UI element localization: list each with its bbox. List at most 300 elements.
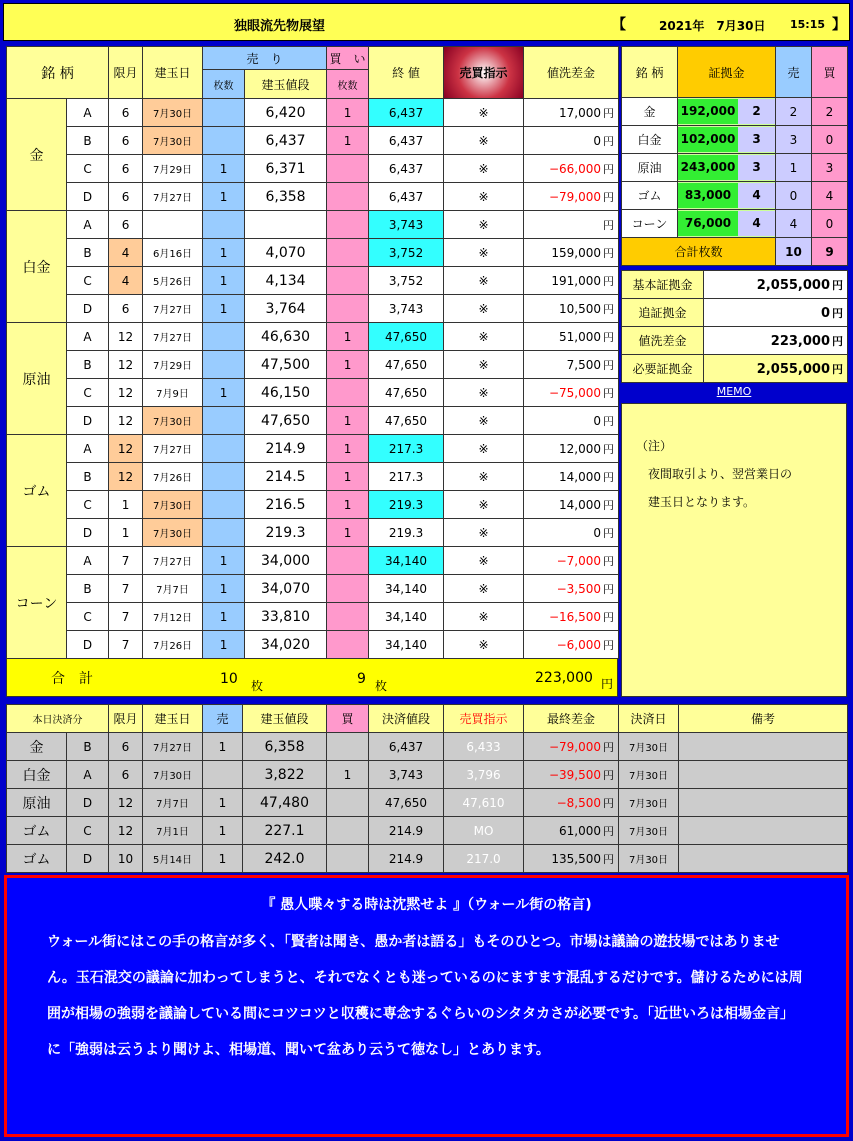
settle-buy: [327, 845, 369, 873]
settle-tategyokubi: 7月1日: [143, 817, 203, 845]
margin-total-row: [622, 238, 848, 266]
kubun-cell: C: [67, 603, 109, 631]
neara-sakin-cell: [524, 183, 619, 211]
margin-name: 白金: [622, 126, 678, 154]
margin-lots: 4: [738, 183, 775, 208]
kubun-cell: D: [67, 183, 109, 211]
neara-sakin-cell: [524, 631, 619, 659]
summary-value: [704, 271, 848, 299]
settle-tategyokubi: 5月14日: [143, 845, 203, 873]
signal-cell: ※: [444, 491, 524, 519]
total-diff: 223,000: [535, 670, 593, 686]
settle-tategyoku-nedan: 242.0: [243, 845, 327, 873]
settle-gengetsu: 10: [109, 845, 143, 873]
settle-row: [7, 733, 848, 761]
neara-sakin-cell: [524, 379, 619, 407]
neara-sakin-cell-yen: 円: [603, 106, 615, 120]
owarine-cell: 219.3: [369, 491, 444, 519]
neara-sakin-cell-value: 14,000: [559, 469, 602, 484]
tategyokubi-cell: 6月16日: [143, 239, 203, 267]
signal-cell: ※: [444, 519, 524, 547]
signal-cell: ※: [444, 575, 524, 603]
settle-kessaibi: 7月30日: [619, 845, 679, 873]
table-row: [7, 323, 619, 351]
header-meigara: 銘 柄: [7, 47, 109, 99]
owarine-cell: 47,650: [369, 351, 444, 379]
margin-sell: 2: [776, 98, 812, 126]
signal-cell: ※: [444, 99, 524, 127]
summary-value-value: 223,000: [770, 333, 830, 349]
tategyokubi-cell: 7月29日: [143, 351, 203, 379]
settle-kubun: D: [67, 789, 109, 817]
tategyokubi-cell: 7月27日: [143, 435, 203, 463]
gengetsu-cell: 1: [109, 519, 143, 547]
sell-qty-cell: [203, 351, 245, 379]
margin-header-uri: 売: [776, 47, 812, 98]
neara-sakin-cell: [524, 547, 619, 575]
neara-sakin-cell-value: 0: [593, 133, 602, 148]
table-row: [7, 547, 619, 575]
tategyokubi-cell: 7月30日: [143, 491, 203, 519]
tategyokubi-cell: 7月27日: [143, 323, 203, 351]
owarine-cell: 3,752: [369, 267, 444, 295]
gengetsu-cell: 6: [109, 211, 143, 239]
header-date: 2021年 7月30日: [659, 19, 766, 33]
settle-biko: [679, 789, 848, 817]
settle-header-saishu-sakin: 最終差金: [524, 705, 619, 733]
header-neara-sakin: 値洗差金: [524, 47, 619, 99]
table-row: [7, 127, 619, 155]
settle-saishu-sakin-value: 135,500: [551, 851, 601, 866]
header-owarine: 終 値: [369, 47, 444, 99]
settle-name: ゴム: [7, 845, 67, 873]
neara-sakin-cell: [524, 435, 619, 463]
settle-biko: [679, 761, 848, 789]
settle-saishu-sakin-value: −8,500: [556, 795, 601, 810]
neara-sakin-cell: [524, 491, 619, 519]
settle-saishu-sakin-yen: 円: [603, 796, 614, 810]
neara-sakin-cell-yen: 円: [603, 582, 615, 596]
signal-cell: ※: [444, 183, 524, 211]
header-time: 15:15: [790, 18, 826, 31]
kubun-cell: C: [67, 267, 109, 295]
tategyoku-nedan-cell: 34,070: [245, 575, 327, 603]
gengetsu-cell: 1: [109, 491, 143, 519]
table-row: [7, 211, 619, 239]
margin-amount-wrap: [678, 210, 776, 238]
group-name: 白金: [7, 211, 67, 323]
margin-sell: 1: [776, 154, 812, 182]
sell-qty-cell: 1: [203, 631, 245, 659]
settle-kessai-nedan: 47,650: [369, 789, 444, 817]
summary-label: 必要証拠金: [622, 355, 704, 383]
buy-qty-cell: 1: [327, 99, 369, 127]
settle-header-baibai-shiji: 売買指示: [444, 705, 524, 733]
settle-buy: 1: [327, 761, 369, 789]
summary-value-yen: 円: [832, 362, 843, 376]
tategyokubi-cell: 7月30日: [143, 407, 203, 435]
tategyoku-nedan-cell: 4,070: [245, 239, 327, 267]
table-row: [7, 379, 619, 407]
settle-biko: [679, 733, 848, 761]
tategyokubi-cell: 7月27日: [143, 547, 203, 575]
signal-cell: ※: [444, 603, 524, 631]
settle-sell: [203, 761, 243, 789]
buy-qty-cell: [327, 211, 369, 239]
gengetsu-cell: 6: [109, 295, 143, 323]
buy-qty-cell: [327, 239, 369, 267]
settle-saishu-sakin-value: −39,500: [548, 767, 601, 782]
kubun-cell: A: [67, 323, 109, 351]
owarine-cell: 47,650: [369, 323, 444, 351]
gengetsu-cell: 12: [109, 323, 143, 351]
header-kai: 買 い: [327, 47, 369, 70]
neara-sakin-cell: [524, 575, 619, 603]
signal-cell: ※: [444, 407, 524, 435]
page-title: 独眼流先物展望: [234, 19, 326, 34]
margin-total-sell: 10: [776, 238, 812, 266]
tategyoku-nedan-cell: 3,764: [245, 295, 327, 323]
margin-lots: 4: [738, 211, 775, 236]
summary-value-yen: 円: [832, 334, 843, 348]
margin-amount: 192,000: [678, 99, 738, 124]
owarine-cell: 47,650: [369, 379, 444, 407]
tategyoku-nedan-cell: 4,134: [245, 267, 327, 295]
settle-signal: 217.0: [444, 845, 524, 873]
settle-kubun: D: [67, 845, 109, 873]
neara-sakin-cell-yen: 円: [603, 386, 615, 400]
margin-buy: 0: [812, 210, 848, 238]
owarine-cell: 3,752: [369, 239, 444, 267]
settle-kessai-nedan: 3,743: [369, 761, 444, 789]
neara-sakin-cell-yen: 円: [603, 498, 615, 512]
margin-amount: 102,000: [678, 127, 738, 152]
sell-qty-cell: 1: [203, 267, 245, 295]
owarine-cell: 219.3: [369, 519, 444, 547]
header-uri: 売 り: [203, 47, 327, 70]
buy-qty-cell: 1: [327, 323, 369, 351]
total-row: [6, 658, 618, 697]
margin-amount-wrap: [678, 182, 776, 210]
tategyokubi-cell: 7月30日: [143, 127, 203, 155]
tategyoku-nedan-cell: 6,420: [245, 99, 327, 127]
summary-value-value: 2,055,000: [756, 277, 830, 293]
settle-header-kai: 買: [327, 705, 369, 733]
settle-signal: 3,796: [444, 761, 524, 789]
neara-sakin-cell-value: −7,000: [556, 553, 602, 568]
gengetsu-cell: 7: [109, 575, 143, 603]
kubun-cell: B: [67, 575, 109, 603]
settle-gengetsu: 12: [109, 817, 143, 845]
settle-signal: 47,610: [444, 789, 524, 817]
settle-signal: MO: [444, 817, 524, 845]
settle-header-kessaibi: 決済日: [619, 705, 679, 733]
settle-tategyokubi: 7月27日: [143, 733, 203, 761]
table-row: [7, 407, 619, 435]
tategyoku-nedan-cell: 216.5: [245, 491, 327, 519]
settle-kubun: B: [67, 733, 109, 761]
owarine-cell: 6,437: [369, 127, 444, 155]
sell-qty-cell: [203, 435, 245, 463]
neara-sakin-cell-yen: 円: [603, 190, 615, 204]
tategyoku-nedan-cell: 6,358: [245, 183, 327, 211]
kubun-cell: A: [67, 99, 109, 127]
tategyoku-nedan-cell: 34,000: [245, 547, 327, 575]
sell-qty-cell: [203, 491, 245, 519]
neara-sakin-cell-yen: 円: [603, 274, 615, 288]
kubun-cell: D: [67, 519, 109, 547]
settle-biko: [679, 817, 848, 845]
margin-amount: 243,000: [678, 155, 738, 180]
settle-header-gengetsu: 限月: [109, 705, 143, 733]
neara-sakin-cell: [524, 351, 619, 379]
margin-header-meigara: 銘 柄: [622, 47, 678, 98]
sell-qty-cell: 1: [203, 155, 245, 183]
kubun-cell: A: [67, 211, 109, 239]
sell-qty-cell: [203, 127, 245, 155]
neara-sakin-cell: [524, 603, 619, 631]
gengetsu-cell: 12: [109, 407, 143, 435]
buy-qty-cell: [327, 267, 369, 295]
group-name: コーン: [7, 547, 67, 659]
tategyoku-nedan-cell: 34,020: [245, 631, 327, 659]
owarine-cell: 217.3: [369, 463, 444, 491]
settle-saishu-sakin-value: 61,000: [559, 823, 601, 838]
settle-tategyoku-nedan: 3,822: [243, 761, 327, 789]
neara-sakin-cell-value: 17,000: [559, 105, 602, 120]
settle-kessaibi: 7月30日: [619, 789, 679, 817]
owarine-cell: 34,140: [369, 575, 444, 603]
tategyoku-nedan-cell: 219.3: [245, 519, 327, 547]
neara-sakin-cell-value: −66,000: [548, 161, 602, 176]
margin-sell: 3: [776, 126, 812, 154]
neara-sakin-cell-value: 10,500: [559, 301, 602, 316]
table-row: [7, 519, 619, 547]
summary-row: [622, 327, 848, 355]
owarine-cell: 6,437: [369, 99, 444, 127]
table-row: [7, 491, 619, 519]
neara-sakin-cell-value: 7,500: [566, 357, 602, 372]
summary-value-yen: 円: [832, 306, 843, 320]
signal-cell: ※: [444, 435, 524, 463]
settle-saishu-sakin: [524, 845, 619, 873]
neara-sakin-cell: [524, 519, 619, 547]
tategyokubi-cell: 7月7日: [143, 575, 203, 603]
gengetsu-cell: 6: [109, 99, 143, 127]
summary-label: 追証拠金: [622, 299, 704, 327]
settle-sell: 1: [203, 845, 243, 873]
owarine-cell: 6,437: [369, 183, 444, 211]
neara-sakin-cell-value: 0: [593, 413, 602, 428]
margin-buy: 4: [812, 182, 848, 210]
header-sell-maisu: 枚数: [203, 70, 245, 99]
gengetsu-cell: 6: [109, 183, 143, 211]
quote-body: ウォール街にはこの手の格言が多く、「賢者は聞き、愚か者は語る」もそのひとつ。市場は議論の遊技場ではありません。玉石混交の議論に加わってしまうと、それでなくとも迷っているのにますます混乱するだけです。儲けるためには周囲が相場の強弱を議論している間にコツコツと収穫に専念するぐらいのシタタカさが必要です。「近世いろは相場金言」に「強弱は云うより聞けよ、相場道、聞いて盆あり云うて徳なし」とあります。: [47, 934, 803, 1058]
table-row: [7, 435, 619, 463]
total-buy-unit: 枚: [375, 679, 388, 693]
group-name: 金: [7, 99, 67, 211]
header-tategyokubi: 建玉日: [143, 47, 203, 99]
neara-sakin-cell-yen: 円: [603, 358, 615, 372]
table-row: [7, 603, 619, 631]
gengetsu-cell: 4: [109, 239, 143, 267]
owarine-cell: 34,140: [369, 631, 444, 659]
settle-header-meigara: 本日決済分: [7, 705, 109, 733]
settle-tategyokubi: 7月30日: [143, 761, 203, 789]
owarine-cell: 47,650: [369, 407, 444, 435]
table-row: [7, 99, 619, 127]
neara-sakin-cell: [524, 239, 619, 267]
neara-sakin-cell-yen: 円: [603, 330, 615, 344]
total-sell-unit: 枚: [251, 679, 264, 693]
margin-header-shokokin: 証拠金: [678, 47, 776, 98]
tategyokubi-cell: [143, 211, 203, 239]
quote-box: [4, 875, 849, 1137]
kubun-cell: B: [67, 351, 109, 379]
settle-tategyokubi: 7月7日: [143, 789, 203, 817]
signal-cell: ※: [444, 239, 524, 267]
neara-sakin-cell-yen: 円: [603, 554, 615, 568]
sell-qty-cell: [203, 407, 245, 435]
summary-value: [704, 299, 848, 327]
margin-total-buy: 9: [812, 238, 848, 266]
margin-buy: 0: [812, 126, 848, 154]
margin-row: [622, 182, 848, 210]
header-bar: [3, 3, 850, 41]
settle-kubun: C: [67, 817, 109, 845]
tategyokubi-cell: 7月26日: [143, 463, 203, 491]
settle-kessai-nedan: 214.9: [369, 845, 444, 873]
kubun-cell: D: [67, 295, 109, 323]
tategyoku-nedan-cell: 46,150: [245, 379, 327, 407]
owarine-cell: 3,743: [369, 295, 444, 323]
tategyoku-nedan-cell: [245, 211, 327, 239]
total-label: 合 計: [51, 671, 93, 687]
bracket-left: 【: [612, 17, 626, 33]
neara-sakin-cell-value: 0: [593, 525, 602, 540]
tategyokubi-cell: 5月26日: [143, 267, 203, 295]
settle-kessai-nedan: 214.9: [369, 817, 444, 845]
settle-sell: 1: [203, 817, 243, 845]
sell-qty-cell: 1: [203, 295, 245, 323]
settle-row: [7, 789, 848, 817]
summary-row: [622, 355, 848, 383]
neara-sakin-cell: [524, 295, 619, 323]
margin-name: ゴム: [622, 182, 678, 210]
sell-qty-cell: [203, 519, 245, 547]
summary-value-value: 0: [820, 305, 830, 321]
tategyokubi-cell: 7月27日: [143, 295, 203, 323]
header-baibai-shiji: 売買指示: [444, 47, 524, 99]
settle-tategyoku-nedan: 47,480: [243, 789, 327, 817]
group-name: ゴム: [7, 435, 67, 547]
signal-cell: ※: [444, 351, 524, 379]
settle-header-kessai-nedan: 決済値段: [369, 705, 444, 733]
neara-sakin-cell-yen: 円: [603, 442, 615, 456]
sell-qty-cell: [203, 463, 245, 491]
owarine-cell: 6,437: [369, 155, 444, 183]
neara-sakin-cell-yen: 円: [603, 610, 615, 624]
gengetsu-cell: 7: [109, 603, 143, 631]
margin-row: [622, 126, 848, 154]
settle-biko: [679, 845, 848, 873]
buy-qty-cell: 1: [327, 491, 369, 519]
gengetsu-cell: 6: [109, 155, 143, 183]
positions-table: [6, 46, 619, 659]
buy-qty-cell: [327, 603, 369, 631]
summary-row: [622, 271, 848, 299]
neara-sakin-cell-yen: 円: [603, 526, 615, 540]
settle-saishu-sakin-yen: 円: [603, 824, 614, 838]
gengetsu-cell: 7: [109, 547, 143, 575]
buy-qty-cell: 1: [327, 435, 369, 463]
sell-qty-cell: [203, 211, 245, 239]
memo-box: （注） 夜間取引より、翌営業日の 建玉日となります。: [621, 403, 847, 697]
sell-qty-cell: 1: [203, 379, 245, 407]
settle-kessaibi: 7月30日: [619, 761, 679, 789]
neara-sakin-cell-value: 51,000: [559, 329, 602, 344]
owarine-cell: 217.3: [369, 435, 444, 463]
buy-qty-cell: 1: [327, 463, 369, 491]
table-row: [7, 267, 619, 295]
settle-row: [7, 817, 848, 845]
summary-value: [704, 327, 848, 355]
settle-gengetsu: 6: [109, 761, 143, 789]
settle-sell: 1: [203, 733, 243, 761]
signal-cell: ※: [444, 631, 524, 659]
quote-title: 『 愚人喋々する時は沈黙せよ 』（ウォール街の格言): [261, 897, 592, 913]
neara-sakin-cell-value: −79,000: [548, 189, 602, 204]
buy-qty-cell: 1: [327, 407, 369, 435]
settlement-table: [6, 704, 848, 873]
gengetsu-cell: 12: [109, 435, 143, 463]
neara-sakin-cell: [524, 323, 619, 351]
buy-qty-cell: [327, 631, 369, 659]
summary-value: [704, 355, 848, 383]
neara-sakin-cell: [524, 99, 619, 127]
neara-sakin-cell-yen: 円: [603, 162, 615, 176]
tategyoku-nedan-cell: 214.9: [245, 435, 327, 463]
owarine-cell: 3,743: [369, 211, 444, 239]
settle-kessai-nedan: 6,437: [369, 733, 444, 761]
settle-saishu-sakin: [524, 817, 619, 845]
margin-lots: 3: [738, 155, 775, 180]
margin-amount-wrap: [678, 126, 776, 154]
neara-sakin-cell-yen: 円: [603, 218, 615, 232]
signal-cell: ※: [444, 127, 524, 155]
settle-saishu-sakin-yen: 円: [603, 768, 614, 782]
summary-value-yen: 円: [832, 278, 843, 292]
neara-sakin-cell-yen: 円: [603, 414, 615, 428]
settle-saishu-sakin-yen: 円: [603, 740, 614, 754]
memo-label[interactable]: MEMO: [716, 385, 752, 398]
buy-qty-cell: [327, 379, 369, 407]
signal-cell: ※: [444, 295, 524, 323]
gengetsu-cell: 7: [109, 631, 143, 659]
settle-saishu-sakin-yen: 円: [603, 852, 614, 866]
sell-qty-cell: [203, 99, 245, 127]
neara-sakin-cell-value: −6,000: [556, 637, 602, 652]
summary-label: 基本証拠金: [622, 271, 704, 299]
signal-cell: ※: [444, 155, 524, 183]
neara-sakin-cell-yen: 円: [603, 246, 615, 260]
kubun-cell: C: [67, 379, 109, 407]
margin-lots: 3: [738, 127, 775, 152]
header-tategyoku-nedan: 建玉値段: [245, 70, 327, 99]
margin-row: [622, 98, 848, 126]
settle-signal: 6,433: [444, 733, 524, 761]
signal-cell: ※: [444, 463, 524, 491]
